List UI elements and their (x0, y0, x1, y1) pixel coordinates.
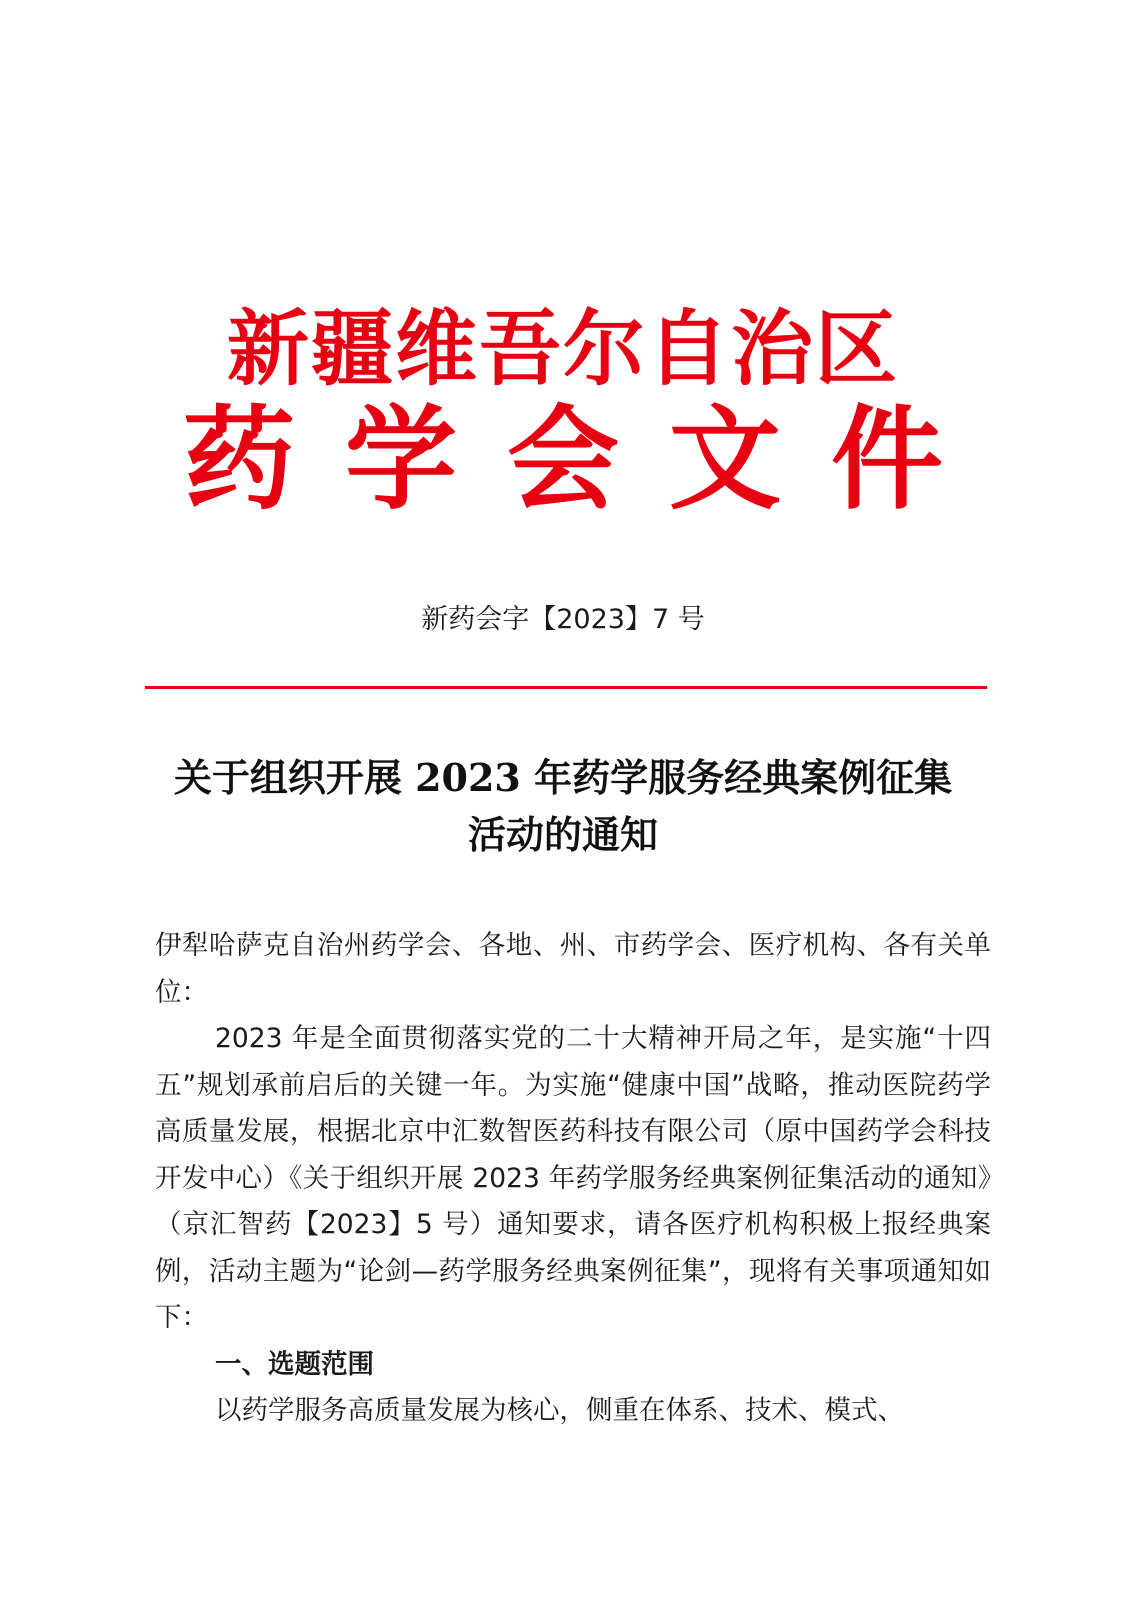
issuing-organization-title: 药学会文件 (183, 394, 993, 525)
section-paragraph: 以药学服务高质量发展为核心，侧重在体系、技术、模式、 (215, 1395, 904, 1426)
salutation: 伊犁哈萨克自治州药学会、各地、州、市药学会、医疗机构、各有关单位： (155, 930, 991, 1008)
issuing-organization-region: 新疆维吾尔自治区 (226, 301, 899, 397)
body-paragraph: 2023 年是全面贯彻落实党的二十大精神开局之年，是实施“十四五”规划承前启后的关键一年。为实施“健康中国”战略，推动医院药学高质量发展，根据北京中汇数智医药科技有限公司（原中国药学会科技开发中心）《关于组织开展 2023 年药学服务经典案例征集活动的通知》（京汇智药【2023】5 号）通知要求，请各医疗机构积极上报经典案例，活动主题为“论剑—药学服务经典案例征集”，现将有关事项通知如下： (155, 1023, 991, 1333)
document-number: 新药会字【2023】7 号 (421, 604, 705, 635)
document-body (155, 923, 991, 1435)
red-divider-line (145, 686, 987, 689)
document-title-line-1: 关于组织开展 2023 年药学服务经典案例征集 (173, 755, 953, 800)
section-heading: 一、选题范围 (215, 1348, 374, 1380)
document-title-line-2: 活动的通知 (467, 812, 658, 857)
